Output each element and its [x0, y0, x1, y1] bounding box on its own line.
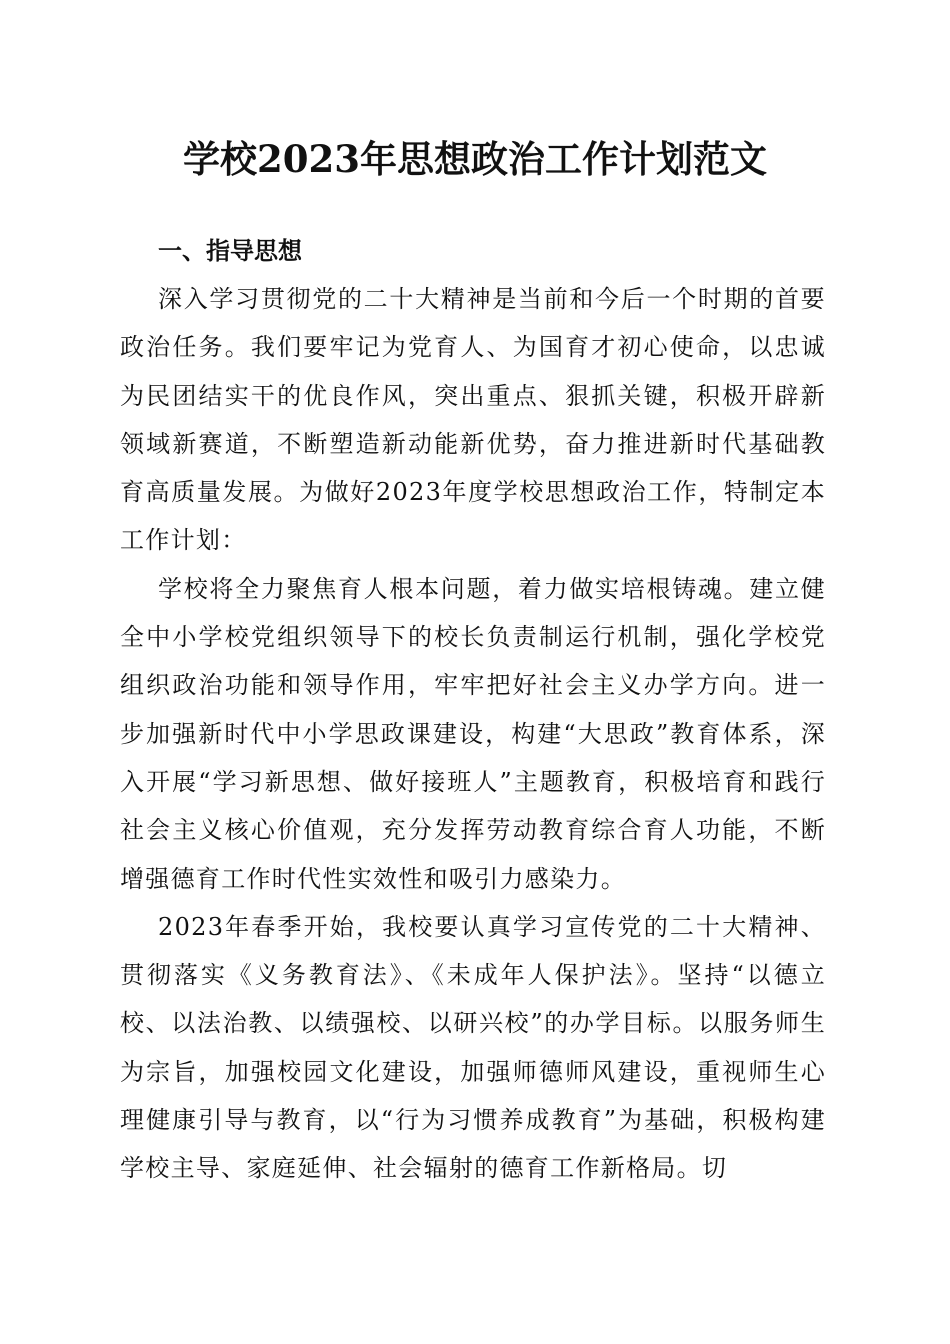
paragraph-1: 深入学习贯彻党的二十大精神是当前和今后一个时期的首要政治任务。我们要牢记为党育人、为国育才初心使命，以忠诚为民团结实干的优良作风，突出重点、狠抓关键，积极开辟新领域新赛道，不断塑造新动能新优势，奋力推进新时代基础教育高质量发展。为做好2023年度学校思想政治工作，特制定本工作计划：: [120, 285, 826, 555]
paragraph-3: 2023年春季开始，我校要认真学习宣传党的二十大精神、贯彻落实《义务教育法》、《未成年人保护法》。坚持“以德立校、以法治教、以绩强校、以研兴校”的办学目标。以服务师生为宗旨，加强校园文化建设，加强师德师风建设，重视师生心理健康引导与教育，以“行为习惯养成教育”为基础，积极构建学校主导、家庭延伸、社会辐射的德育工作新格局。切: [120, 912, 826, 1183]
paragraph-2: 学校将全力聚焦育人根本问题，着力做实培根铸魂。建立健全中小学校党组织领导下的校长负责制运行机制，强化学校党组织政治功能和领导作用，牢牢把好社会主义办学方向。进一步加强新时代中小学思政课建设，构建“大思政”教育体系，深入开展“学习新思想、做好接班人”主题教育，积极培育和践行社会主义核心价值观，充分发挥劳动教育综合育人功能，不断增强德育工作时代性实效性和吸引力感染力。: [120, 574, 826, 893]
document-title: 学校2023年思想政治工作计划范文: [183, 137, 767, 181]
document-body: [120, 227, 826, 1193]
section-heading: 一、指导思想: [158, 237, 302, 265]
